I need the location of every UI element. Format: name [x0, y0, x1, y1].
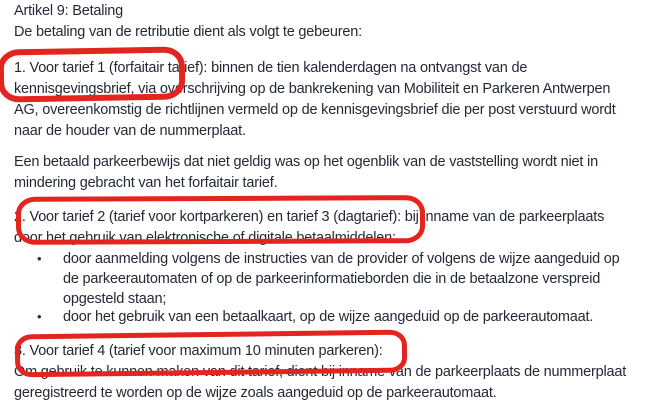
text-line: door het gebruik van elektronische of digitale betaalmiddelen: [14, 230, 396, 246]
text-line: de parkeerautomaten of op de parkeerinformatieborden die in de betaalzone verspreid [63, 271, 601, 287]
bullet-list [14, 249, 660, 327]
text-line: door het gebruik van een betaalkaart, op de wijze aangeduid op de parkeerautomaat. [63, 309, 594, 325]
bullet-icon: • [37, 251, 42, 266]
text-line: 3. Voor tarief 4 (tarief voor maximum 10 minuten parkeren): [14, 343, 383, 359]
text-line: opgesteld staan; [63, 291, 167, 307]
article-heading: Artikel 9: Betaling [14, 3, 124, 19]
text-line: naar de houder van de nummerplaat. [14, 123, 246, 139]
article-section [14, 1, 660, 43]
text-line: 2. Voor tarief 2 (tarief voor kortparkeren) en tarief 3 (dagtarief): bij inname van de parkeerplaats [14, 209, 605, 225]
bullet-text [63, 307, 593, 327]
text-line: 1. Voor tarief 1 (forfaitair tarief): binnen de tien kalenderdagen na ontvangst van de [14, 60, 528, 76]
paragraph-tarief-1 [14, 58, 660, 142]
text-line: mindering gebracht van het forfaitair tarief. [14, 175, 278, 191]
bullet-icon: • [37, 309, 42, 324]
paragraph-tarief-4 [14, 341, 660, 404]
bullet-item-betaalkaart [37, 307, 660, 327]
text-line: Een betaald parkeerbewijs dat niet geldig was op het ogenblik van de vaststelling wordt niet in [14, 154, 598, 170]
text-line: Om gebruik te kunnen maken van dit tarief, dient bij inname van de parkeerplaats de nummerplaat [14, 364, 627, 380]
text-line: geregistreerd te worden op de wijze zoals aangeduid op de parkeerautomaat. [14, 385, 497, 401]
text-line: AG, overeenkomstig de richtlijnen vermeld op de kennisgevingsbrief die per post verstuurd wordt [14, 102, 616, 118]
bullet-item-aanmelding [37, 249, 660, 309]
text-line: door aanmelding volgens de instructies van de provider of volgens de wijze aangeduid op [63, 251, 620, 267]
paragraph-tarief-2-3 [14, 207, 660, 249]
bullet-text [63, 249, 620, 309]
text-line: kennisgevingsbrief, via overschrijving op de bankrekening van Mobiliteit en Parkeren Antwerpen [14, 81, 611, 97]
intro-sentence: De betaling van de retributie dient als volgt te gebeuren: [14, 24, 362, 40]
paragraph-parkeerbewijs [14, 152, 660, 194]
